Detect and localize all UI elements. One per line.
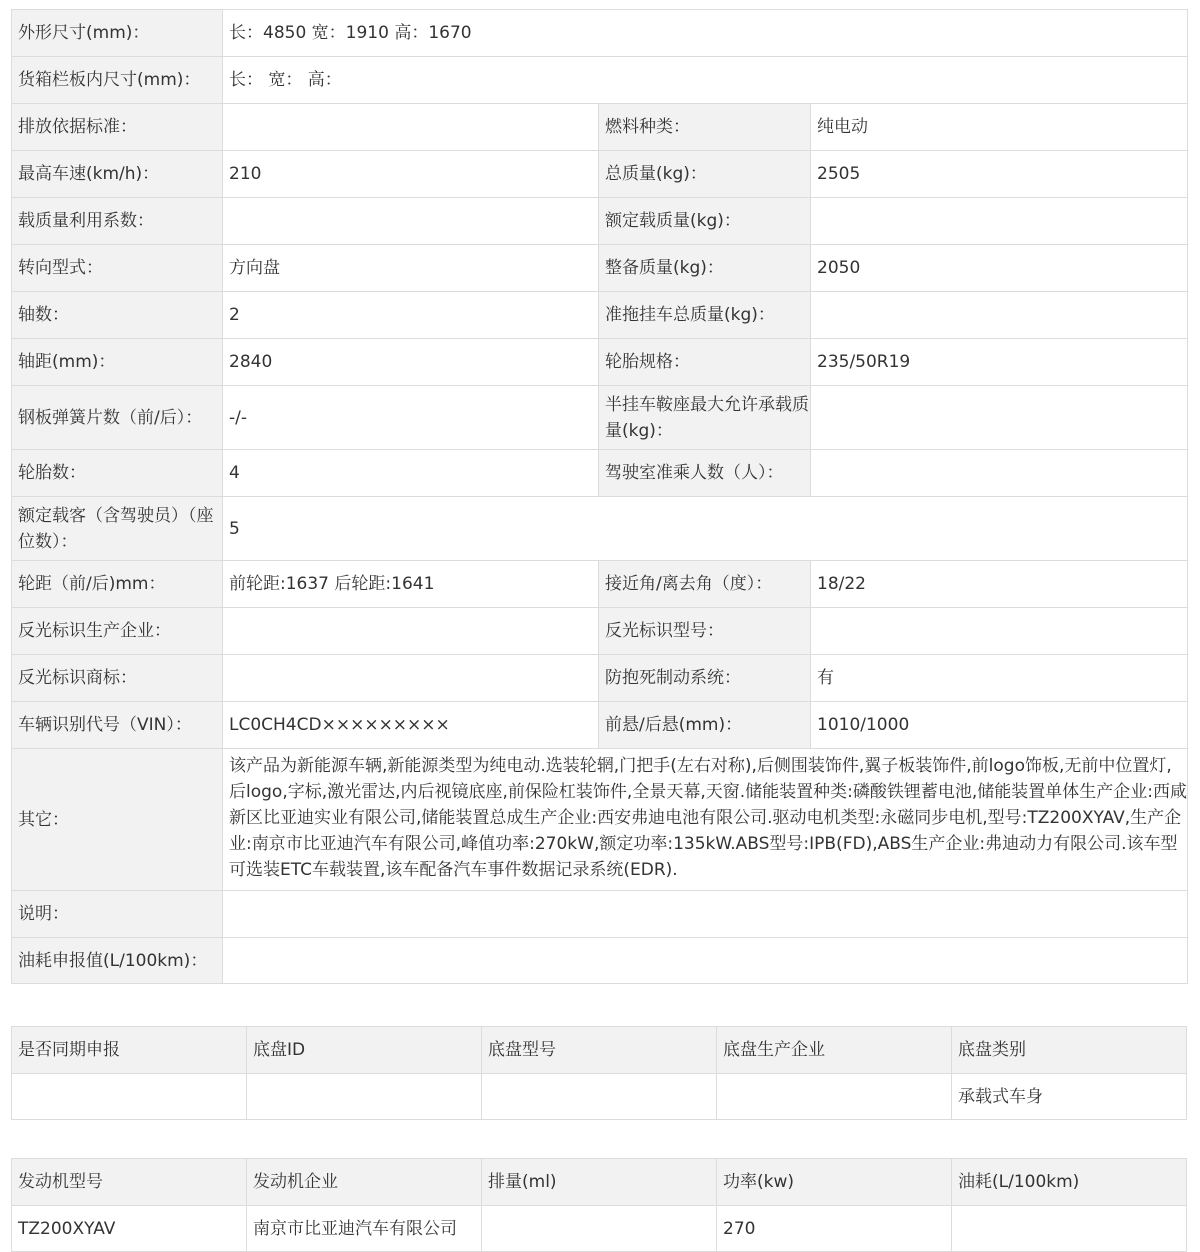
dimensions-label: 外形尺寸(mm)：	[12, 10, 223, 57]
spec-label: 反光标识商标：	[12, 655, 223, 702]
spec-rows-group-1	[12, 104, 1188, 497]
spec-value: 1010/1000	[811, 702, 1188, 749]
note-label: 说明：	[12, 891, 223, 938]
spec-label: 总质量(kg)：	[599, 151, 811, 198]
spec-label: 钢板弹簧片数（前/后）：	[12, 386, 223, 450]
spec-label: 转向型式：	[12, 245, 223, 292]
engine-cell: 南京市比亚迪汽车有限公司	[247, 1206, 482, 1252]
engine-column-header: 发动机型号	[12, 1159, 247, 1206]
engine-cell	[482, 1206, 717, 1252]
spec-value: -/-	[223, 386, 599, 450]
engine-cell: 270	[717, 1206, 952, 1252]
chassis-column-header: 是否同期申报	[12, 1027, 247, 1074]
chassis-cell	[12, 1074, 247, 1120]
spec-value	[223, 198, 599, 245]
chassis-cell	[717, 1074, 952, 1120]
chassis-cell	[482, 1074, 717, 1120]
spec-label: 准拖挂车总质量(kg)：	[599, 292, 811, 339]
spec-value: 2	[223, 292, 599, 339]
spec-label: 额定载质量(kg)：	[599, 198, 811, 245]
spec-row	[12, 198, 1188, 245]
spec-value	[811, 292, 1188, 339]
spec-row	[12, 104, 1188, 151]
spec-value: 方向盘	[223, 245, 599, 292]
spec-row-passengers	[12, 497, 1188, 561]
passengers-value: 5	[223, 497, 1188, 561]
engine-cell	[952, 1206, 1187, 1252]
engine-column-header: 油耗(L/100km)	[952, 1159, 1187, 1206]
spec-value	[811, 198, 1188, 245]
spec-label: 防抱死制动系统：	[599, 655, 811, 702]
spec-rows-group-2	[12, 561, 1188, 749]
spec-value: 18/22	[811, 561, 1188, 608]
spec-value: 纯电动	[811, 104, 1188, 151]
spec-row	[12, 292, 1188, 339]
other-label: 其它：	[12, 749, 223, 891]
spec-row	[12, 450, 1188, 497]
spec-label: 轴数：	[12, 292, 223, 339]
spec-label: 半挂车鞍座最大允许承载质量(kg)：	[599, 386, 811, 450]
fuel-label: 油耗申报值(L/100km)：	[12, 938, 223, 984]
note-value	[223, 891, 1188, 938]
spec-value: LC0CH4CD×××××××××	[223, 702, 599, 749]
spec-value	[223, 608, 599, 655]
chassis-cell: 承载式车身	[952, 1074, 1187, 1120]
chassis-column-header: 底盘类别	[952, 1027, 1187, 1074]
dimensions-value: 长：4850 宽：1910 高：1670	[223, 10, 1188, 57]
fuel-value	[223, 938, 1188, 984]
chassis-header-row	[12, 1027, 1187, 1074]
spec-label: 最高车速(km/h)：	[12, 151, 223, 198]
engine-column-header: 功率(kw)	[717, 1159, 952, 1206]
spec-value: 235/50R19	[811, 339, 1188, 386]
vehicle-spec-table	[11, 9, 1188, 984]
spec-value	[811, 450, 1188, 497]
spec-row-fuel	[12, 938, 1188, 984]
spec-label: 载质量利用系数：	[12, 198, 223, 245]
spec-row	[12, 339, 1188, 386]
spec-row-dimensions	[12, 10, 1188, 57]
spec-row	[12, 655, 1188, 702]
spec-row-other	[12, 749, 1188, 891]
spec-row	[12, 561, 1188, 608]
spec-row	[12, 386, 1188, 450]
spec-label: 前悬/后悬(mm)：	[599, 702, 811, 749]
spec-value: 4	[223, 450, 599, 497]
spec-label: 反光标识型号：	[599, 608, 811, 655]
spec-row	[12, 608, 1188, 655]
spec-label: 接近角/离去角（度）：	[599, 561, 811, 608]
spec-label: 排放依据标准：	[12, 104, 223, 151]
spec-value: 210	[223, 151, 599, 198]
chassis-column-header: 底盘生产企业	[717, 1027, 952, 1074]
spec-label: 车辆识别代号（VIN）：	[12, 702, 223, 749]
spec-value	[223, 655, 599, 702]
spec-label: 反光标识生产企业：	[12, 608, 223, 655]
spec-row	[12, 245, 1188, 292]
spec-label: 驾驶室准乘人数（人）：	[599, 450, 811, 497]
spec-value: 2840	[223, 339, 599, 386]
spec-value	[811, 386, 1188, 450]
engine-header-row	[12, 1159, 1187, 1206]
other-value: 该产品为新能源车辆,新能源类型为纯电动.选装轮辋,门把手(左右对称),后侧围装饰件,翼子板装饰件,前logo饰板,无前中位置灯,后logo,字标,激光雷达,内后视镜底座,前保险杠装饰件,全景天幕,天窗.储能装置种类:磷酸铁锂蓄电池,储能装置单体生产企业:西咸新区比亚迪实业有限公司,储能装置总成生产企业:西安弗迪电池有限公司.驱动电机类型:永磁同步电机,型号:TZ200XYAV,生产企业:南京市比亚迪汽车有限公司,峰值功率:270kW,额定功率:135kW.ABS型号:IPB(FD),ABS生产企业:弗迪动力有限公司.该车型可选装ETC车载装置,该车配备汽车事件数据记录系统(EDR).	[223, 749, 1188, 891]
chassis-cell	[247, 1074, 482, 1120]
engine-column-header: 发动机企业	[247, 1159, 482, 1206]
spec-label: 整备质量(kg)：	[599, 245, 811, 292]
spec-value	[223, 104, 599, 151]
spec-label: 轮胎规格：	[599, 339, 811, 386]
spec-row-cargo	[12, 57, 1188, 104]
spec-value: 有	[811, 655, 1188, 702]
engine-column-header: 排量(ml)	[482, 1159, 717, 1206]
chassis-column-header: 底盘ID	[247, 1027, 482, 1074]
spec-label: 燃料种类：	[599, 104, 811, 151]
engine-data-row	[12, 1206, 1187, 1252]
spec-label: 轮胎数：	[12, 450, 223, 497]
chassis-table	[11, 1026, 1187, 1120]
engine-cell: TZ200XYAV	[12, 1206, 247, 1252]
spec-label: 轮距（前/后)mm：	[12, 561, 223, 608]
spec-value: 2050	[811, 245, 1188, 292]
spec-value: 2505	[811, 151, 1188, 198]
spec-row-note	[12, 891, 1188, 938]
spec-label: 轴距(mm)：	[12, 339, 223, 386]
chassis-data-row	[12, 1074, 1187, 1120]
spec-value: 前轮距:1637 后轮距:1641	[223, 561, 599, 608]
spec-value	[811, 608, 1188, 655]
spec-row	[12, 702, 1188, 749]
chassis-column-header: 底盘型号	[482, 1027, 717, 1074]
engine-table	[11, 1158, 1187, 1252]
cargo-dims-label: 货箱栏板内尺寸(mm)：	[12, 57, 223, 104]
cargo-dims-value: 长： 宽： 高：	[223, 57, 1188, 104]
passengers-label: 额定载客（含驾驶员）（座位数）：	[12, 497, 223, 561]
spec-row	[12, 151, 1188, 198]
